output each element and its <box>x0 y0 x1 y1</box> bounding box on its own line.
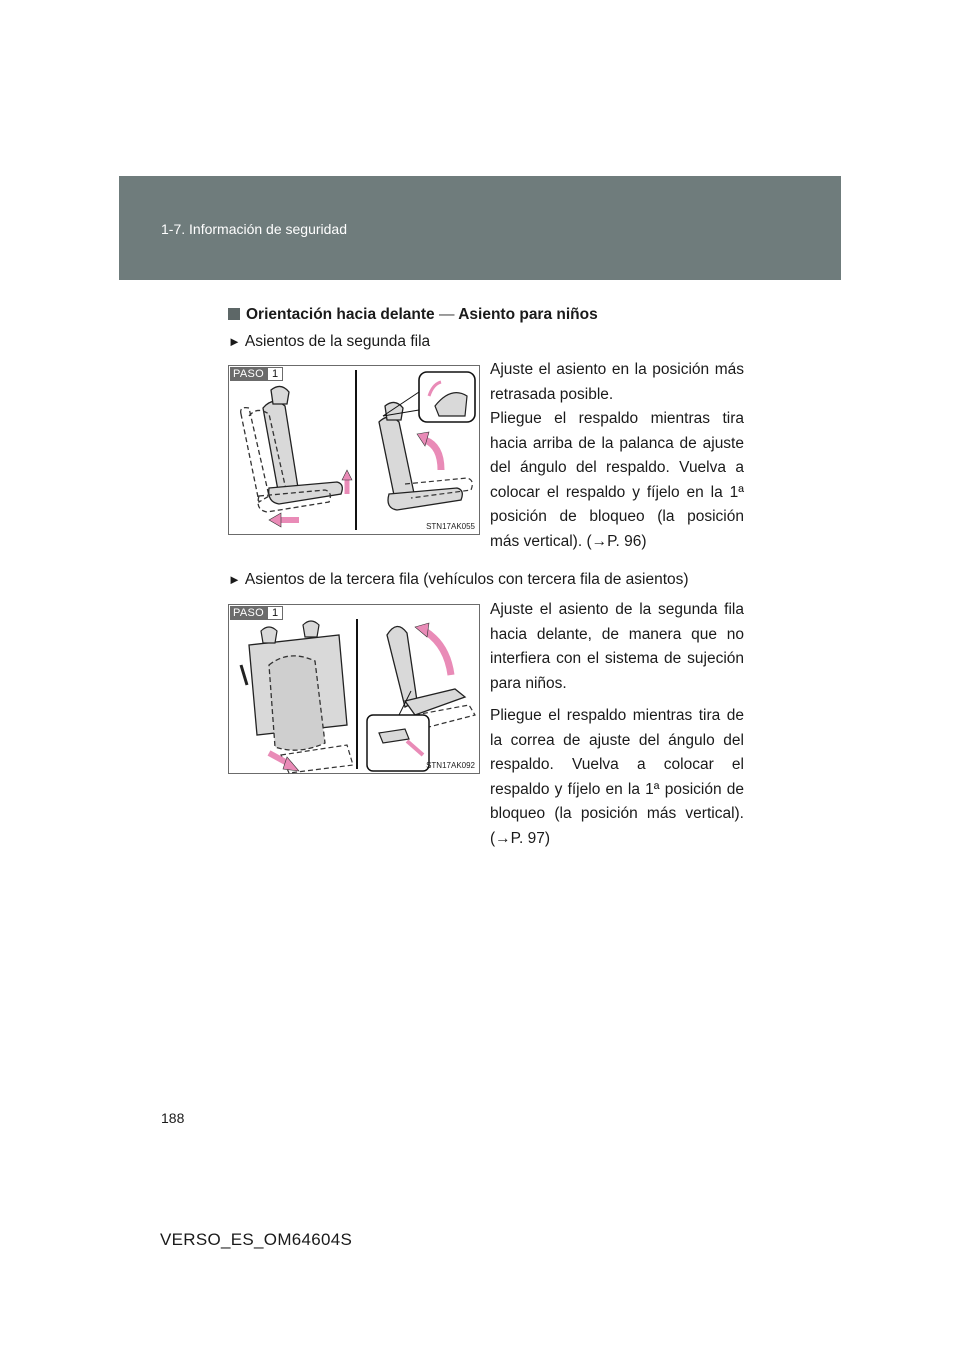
seat-illustration-1 <box>229 366 479 534</box>
instruction-paragraph: Pliegue el respaldo mientras tira hacia arriba de la palanca de ajuste del ángulo del respaldo. Vuelva a colocar el respaldo y fíjelo en la 1ª posición de bloqueo (la posición más vertical). (→P. 96) <box>490 410 744 550</box>
instruction-paragraph: Pliegue el respaldo mientras tira de la correa de ajuste del ángulo del respaldo. Vuelva a colocar el respaldo y fíjelo en la 1ª posición de bloqueo (la posición más vertical). (→P. 97) <box>490 707 744 847</box>
subsection-title-text: Asientos de la tercera fila (vehículos con tercera fila de asientos) <box>244 571 689 588</box>
document-code: VERSO_ES_OM64604S <box>160 1230 353 1249</box>
header-band <box>119 176 841 280</box>
subsection-title-third-row <box>228 571 689 589</box>
section-label: 1-7. Información de seguridad <box>161 221 347 237</box>
heading-part1: Orientación hacia delante <box>246 306 435 323</box>
figure-third-row-seat <box>228 604 480 774</box>
paso-label: PASO <box>230 606 267 620</box>
paso-label: PASO <box>230 367 267 381</box>
subsection-title-text: Asientos de la segunda fila <box>244 333 431 350</box>
page-number: 188 <box>161 1110 185 1126</box>
subsection-title-second-row <box>228 333 430 351</box>
figure-second-row-seat <box>228 365 480 535</box>
triangle-bullet-icon: ► <box>228 334 241 349</box>
figure-code: STN17AK092 <box>426 761 475 770</box>
square-bullet-icon <box>228 308 240 320</box>
paso-number: 1 <box>267 606 283 620</box>
paso-badge <box>230 367 283 381</box>
instruction-paragraph: Ajuste el asiento de la segunda fila hacia delante, de manera que no interfiera con el sistema de sujeción para niños. <box>490 601 744 692</box>
paso-badge <box>230 606 283 620</box>
heading-part2: Asiento para niños <box>458 306 598 323</box>
triangle-bullet-icon: ► <box>228 572 241 587</box>
section-heading <box>228 306 598 324</box>
heading-dash: — <box>438 306 455 323</box>
seat-illustration-2 <box>229 605 479 777</box>
figure-code: STN17AK055 <box>426 522 475 531</box>
instruction-paragraph: Ajuste el asiento en la posición más retrasada posible. <box>490 361 744 403</box>
paso-number: 1 <box>267 367 283 381</box>
